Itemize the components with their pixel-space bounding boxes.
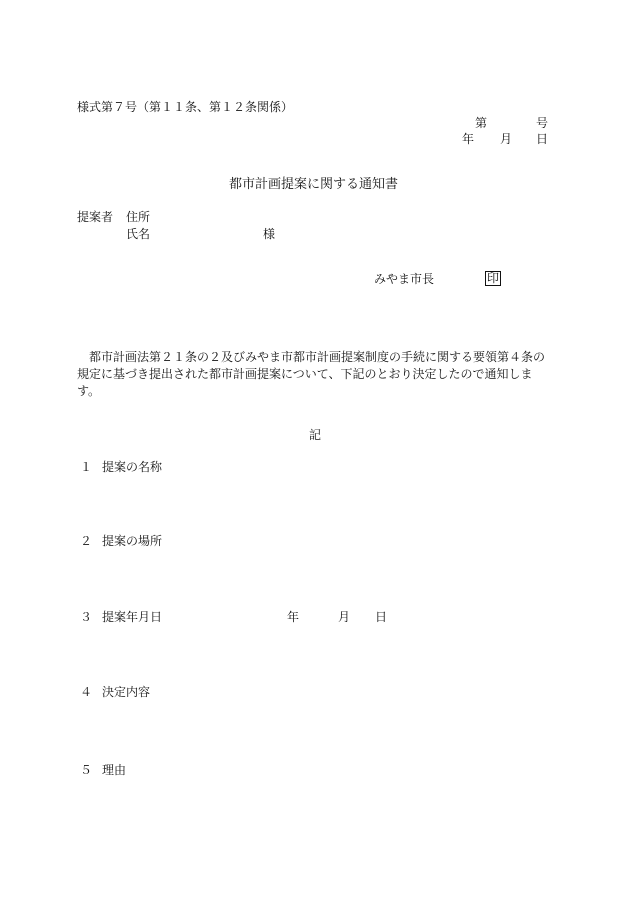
body-paragraph	[77, 349, 552, 400]
item-number: ４	[80, 685, 93, 699]
item-label: 提案の名称	[102, 460, 163, 474]
item-number: １	[80, 460, 93, 474]
ki-label: 記	[309, 428, 322, 442]
number-gou: 号	[536, 116, 549, 130]
item-number: ２	[80, 534, 93, 548]
item-5	[80, 763, 126, 777]
name-label: 氏名	[126, 227, 151, 241]
item-3	[80, 610, 162, 624]
item-label: 提案の場所	[102, 534, 163, 548]
item3-year: 年	[287, 610, 300, 624]
date-day: 日	[536, 132, 549, 146]
mayor-name: みやま市長	[374, 272, 435, 286]
body-text: 都市計画法第２１条の２及びみやま市都市計画提案制度の手続に関する要領第４条の規定に基づき提出された都市計画提案について、下記のとおり決定したので通知します。	[77, 350, 546, 398]
date-year: 年	[462, 132, 475, 146]
item3-day: 日	[375, 610, 388, 624]
item-number: ３	[80, 610, 93, 624]
item-4	[80, 685, 150, 699]
document-title: 都市計画提案に関する通知書	[229, 177, 399, 192]
item-1	[80, 460, 162, 474]
proposer-label: 提案者	[77, 210, 114, 224]
seal-mark	[485, 271, 501, 286]
address-label: 住所	[126, 210, 151, 224]
date-month: 月	[500, 132, 513, 146]
item-2	[80, 534, 162, 548]
form-label: 様式第７号（第１１条、第１２条関係）	[77, 100, 294, 114]
number-dai: 第	[475, 116, 488, 130]
item-number: ５	[80, 763, 93, 777]
item-label: 決定内容	[102, 685, 151, 699]
honorific: 様	[263, 227, 276, 241]
seal-label: 印	[487, 271, 500, 285]
item-label: 提案年月日	[102, 610, 163, 624]
item3-month: 月	[338, 610, 351, 624]
item-label: 理由	[102, 763, 127, 777]
